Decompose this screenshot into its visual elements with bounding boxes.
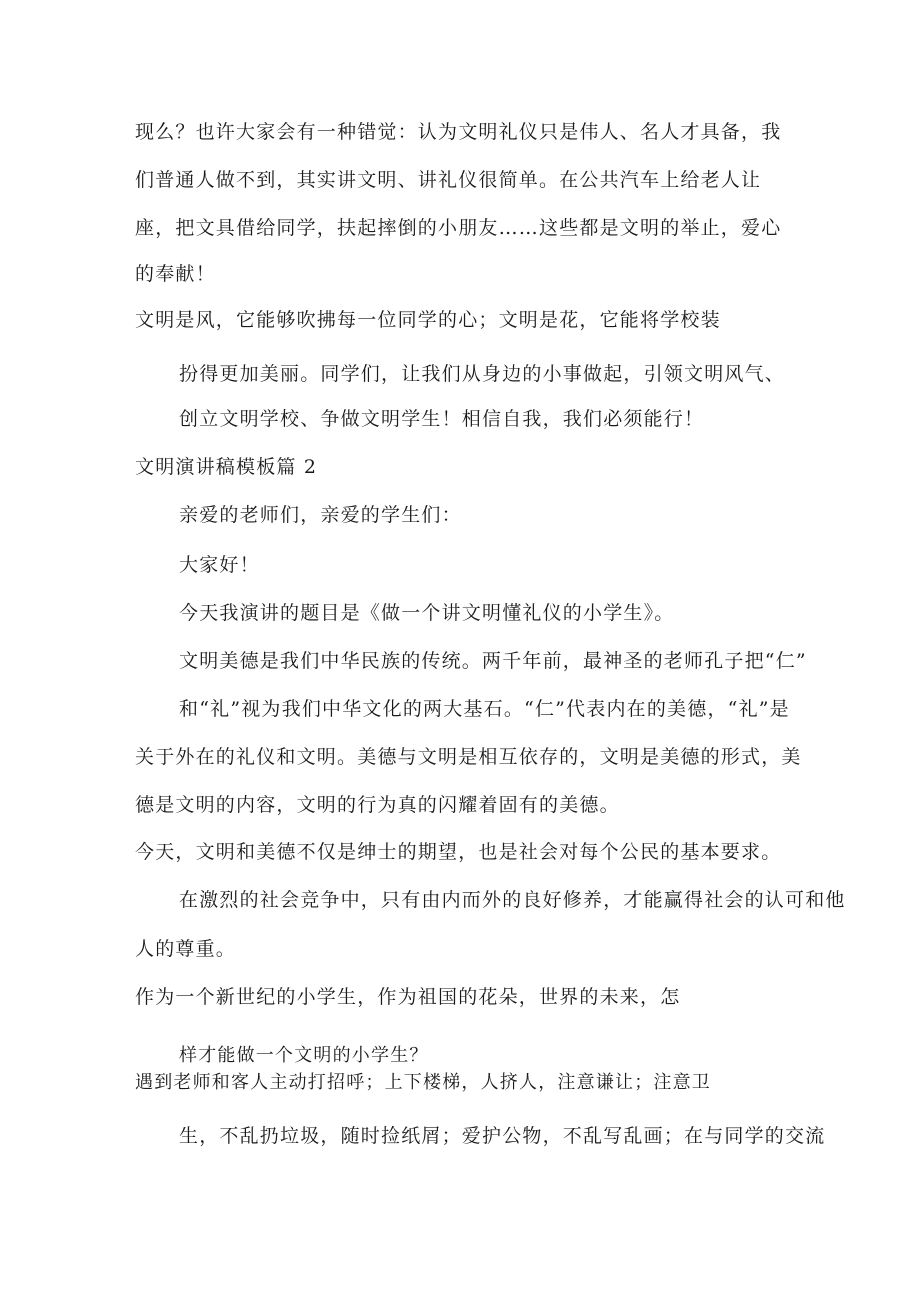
paragraph-line: 座，把文具借给同学，扶起摔倒的小朋友……这些都是文明的举止，爱心 bbox=[135, 217, 782, 239]
salutation-line: 亲爱的老师们，亲爱的学生们： bbox=[179, 504, 462, 526]
section-heading: 文明演讲稿模板篇 2 bbox=[135, 456, 318, 478]
paragraph-line: 文明美德是我们中华民族的传统。两千年前，最神圣的老师孔子把“仁” bbox=[179, 650, 807, 672]
paragraph-line: 在激烈的社会竞争中，只有由内而外的良好修养，才能赢得社会的认可和他 bbox=[179, 889, 846, 911]
paragraph-line: 今天，文明和美德不仅是绅士的期望，也是社会对每个公民的基本要求。 bbox=[135, 841, 782, 863]
paragraph-line: 生，不乱扔垃圾，随时捡纸屑；爱护公物，不乱写乱画；在与同学的交流 bbox=[179, 1125, 826, 1147]
paragraph-line: 的奉献！ bbox=[135, 263, 216, 285]
paragraph-line: 扮得更加美丽。同学们，让我们从身边的小事做起，引领文明风气、 bbox=[179, 363, 786, 385]
greeting-line: 大家好！ bbox=[179, 554, 260, 576]
paragraph-line: 德是文明的内容，文明的行为真的闪耀着固有的美德。 bbox=[135, 794, 620, 816]
paragraph-line: 现么？也许大家会有一种错觉：认为文明礼仪只是伟人、名人才具备，我 bbox=[135, 121, 782, 143]
paragraph-line: 创立文明学校、争做文明学生！相信自我，我们必须能行！ bbox=[179, 408, 705, 430]
paragraph-line: 和“礼”视为我们中华文化的两大基石。“仁”代表内在的美德，“礼”是 bbox=[179, 698, 790, 720]
paragraph-line: 文明是风，它能够吹拂每一位同学的心；文明是花，它能将学校装 bbox=[135, 309, 721, 331]
paragraph-line: 们普通人做不到，其实讲文明、讲礼仪很简单。在公共汽车上给老人让 bbox=[135, 169, 762, 191]
paragraph-line: 遇到老师和客人主动打招呼；上下楼梯，人挤人，注意谦让；注意卫 bbox=[135, 1072, 711, 1093]
paragraph-line: 样才能做一个文明的小学生？ bbox=[179, 1045, 429, 1066]
paragraph-line: 关于外在的礼仪和文明。美德与文明是相互依存的，文明是美德的形式，美 bbox=[135, 746, 802, 768]
paragraph-line: 今天我演讲的题目是《做一个讲文明懂礼仪的小学生》。 bbox=[179, 602, 675, 624]
paragraph-line: 人的尊重。 bbox=[135, 938, 237, 960]
paragraph-line: 作为一个新世纪的小学生，作为祖国的花朵，世界的未来，怎 bbox=[135, 986, 681, 1008]
